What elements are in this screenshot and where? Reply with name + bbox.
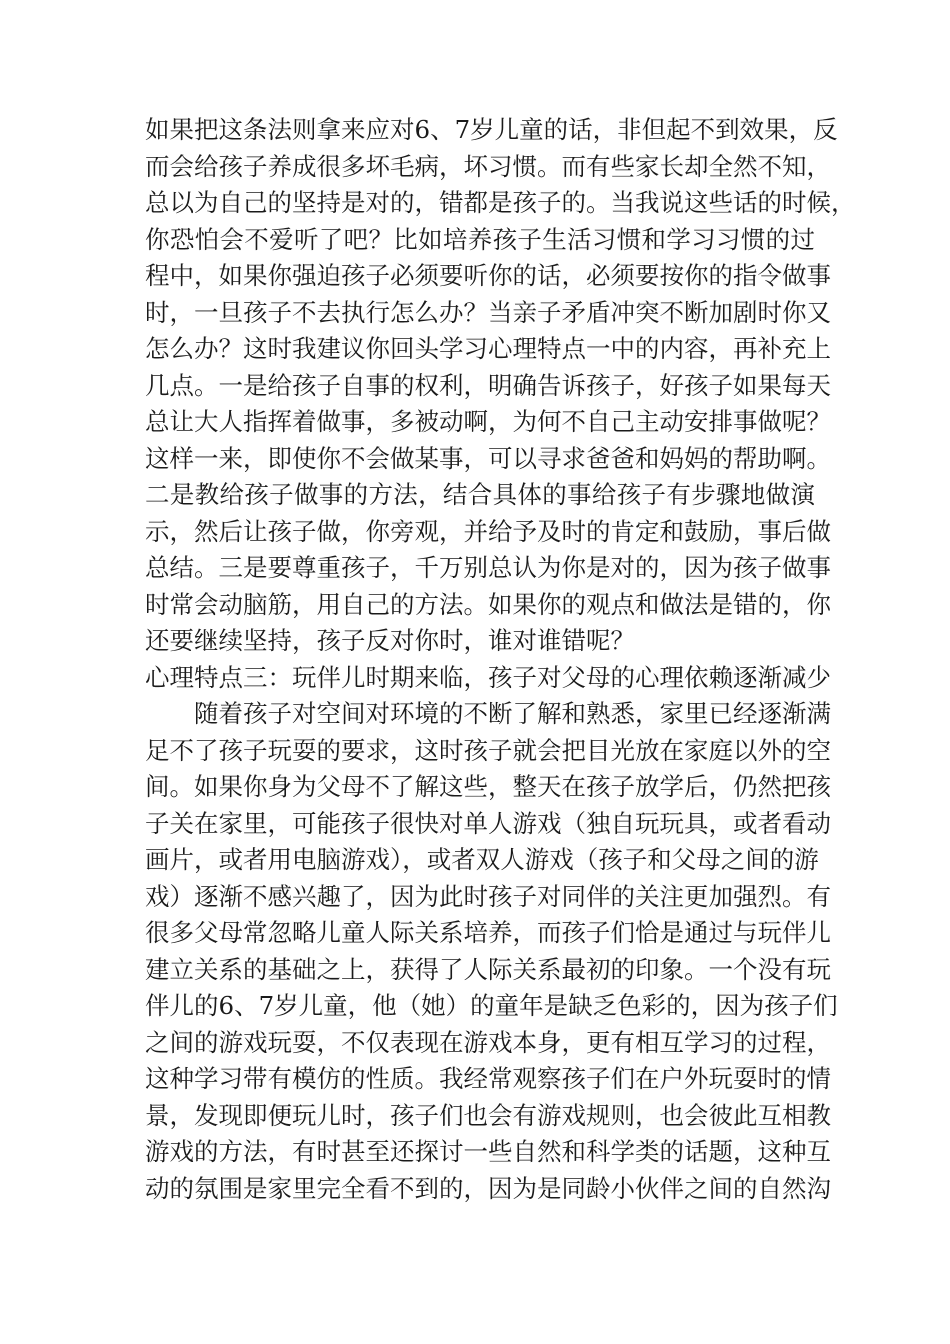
section-heading: 心理特点三：玩伴儿时期来临，孩子对父母的心理依赖逐渐减少 <box>145 663 831 692</box>
paragraph-1-line: 而会给孩子养成很多坏毛病，坏习惯。而有些家长却全然不知， <box>145 152 831 181</box>
paragraph-2-line: 景，发现即便玩儿时，孩子们也会有游戏规则，也会彼此互相教 <box>145 1101 831 1130</box>
paragraph-2-line: 子关在家里，可能孩子很快对单人游戏（独自玩玩具，或者看动 <box>145 809 831 838</box>
paragraph-1-line: 时常会动脑筋，用自己的方法。如果你的观点和做法是错的，你 <box>145 590 831 619</box>
paragraph-1-line: 示，然后让孩子做，你旁观，并给予及时的肯定和鼓励，事后做 <box>145 517 831 546</box>
paragraph-1-line: 总让大人指挥着做事，多被动啊，为何不自己主动安排事做呢？ <box>145 407 831 436</box>
paragraph-2-line: 动的氛围是家里完全看不到的，因为是同龄小伙伴之间的自然沟 <box>145 1174 831 1203</box>
paragraph-2-line: 随着孩子对空间对环境的不断了解和熟悉，家里已经逐渐满 <box>194 699 831 728</box>
paragraph-1-line: 几点。一是给孩子自事的权利，明确告诉孩子，好孩子如果每天 <box>145 371 831 400</box>
paragraph-1-line: 怎么办？这时我建议你回头学习心理特点一中的内容，再补充上 <box>145 334 831 363</box>
paragraph-2-line: 建立关系的基础之上，获得了人际关系最初的印象。一个没有玩 <box>145 955 831 984</box>
paragraph-1-line: 总以为自己的坚持是对的，错都是孩子的。当我说这些话的时候， <box>145 188 856 217</box>
paragraph-2-line: 游戏的方法，有时甚至还探讨一些自然和科学类的话题，这种互 <box>145 1137 831 1166</box>
paragraph-1-line: 时，一旦孩子不去执行怎么办？当亲子矛盾冲突不断加剧时你又 <box>145 298 831 327</box>
paragraph-1-line: 还要继续坚持，孩子反对你时，谁对谁错呢？ <box>145 626 635 655</box>
paragraph-2-line: 这种学习带有模仿的性质。我经常观察孩子们在户外玩耍时的情 <box>145 1064 831 1093</box>
paragraph-1-line: 你恐怕会不爱听了吧？比如培养孩子生活习惯和学习习惯的过 <box>145 225 815 254</box>
paragraph-1-line: 这样一来，即使你不会做某事，可以寻求爸爸和妈妈的帮助啊。 <box>145 444 831 473</box>
paragraph-2-line: 之间的游戏玩耍，不仅表现在游戏本身，更有相互学习的过程， <box>145 1028 831 1057</box>
paragraph-2-line: 画片，或者用电脑游戏），或者双人游戏（孩子和父母之间的游 <box>145 845 819 874</box>
paragraph-2-line: 伴儿的6、7岁儿童，他（她）的童年是缺乏色彩的，因为孩子们 <box>145 991 838 1020</box>
paragraph-2-line: 很多父母常忽略儿童人际关系培养，而孩子们恰是通过与玩伴儿 <box>145 918 831 947</box>
paragraph-2-line: 足不了孩子玩耍的要求，这时孩子就会把目光放在家庭以外的空 <box>145 736 831 765</box>
paragraph-1-line: 程中，如果你强迫孩子必须要听你的话，必须要按你的指令做事 <box>145 261 831 290</box>
paragraph-2-line: 戏）逐渐不感兴趣了，因为此时孩子对同伴的关注更加强烈。有 <box>145 882 831 911</box>
paragraph-1-line: 如果把这条法则拿来应对6、7岁儿童的话，非但起不到效果，反 <box>145 115 838 144</box>
paragraph-2-line: 间。如果你身为父母不了解这些，整天在孩子放学后，仍然把孩 <box>145 772 831 801</box>
paragraph-1-line: 二是教给孩子做事的方法，结合具体的事给孩子有步骤地做演 <box>145 480 815 509</box>
paragraph-1-line: 总结。三是要尊重孩子，千万别总认为你是对的，因为孩子做事 <box>145 553 831 582</box>
